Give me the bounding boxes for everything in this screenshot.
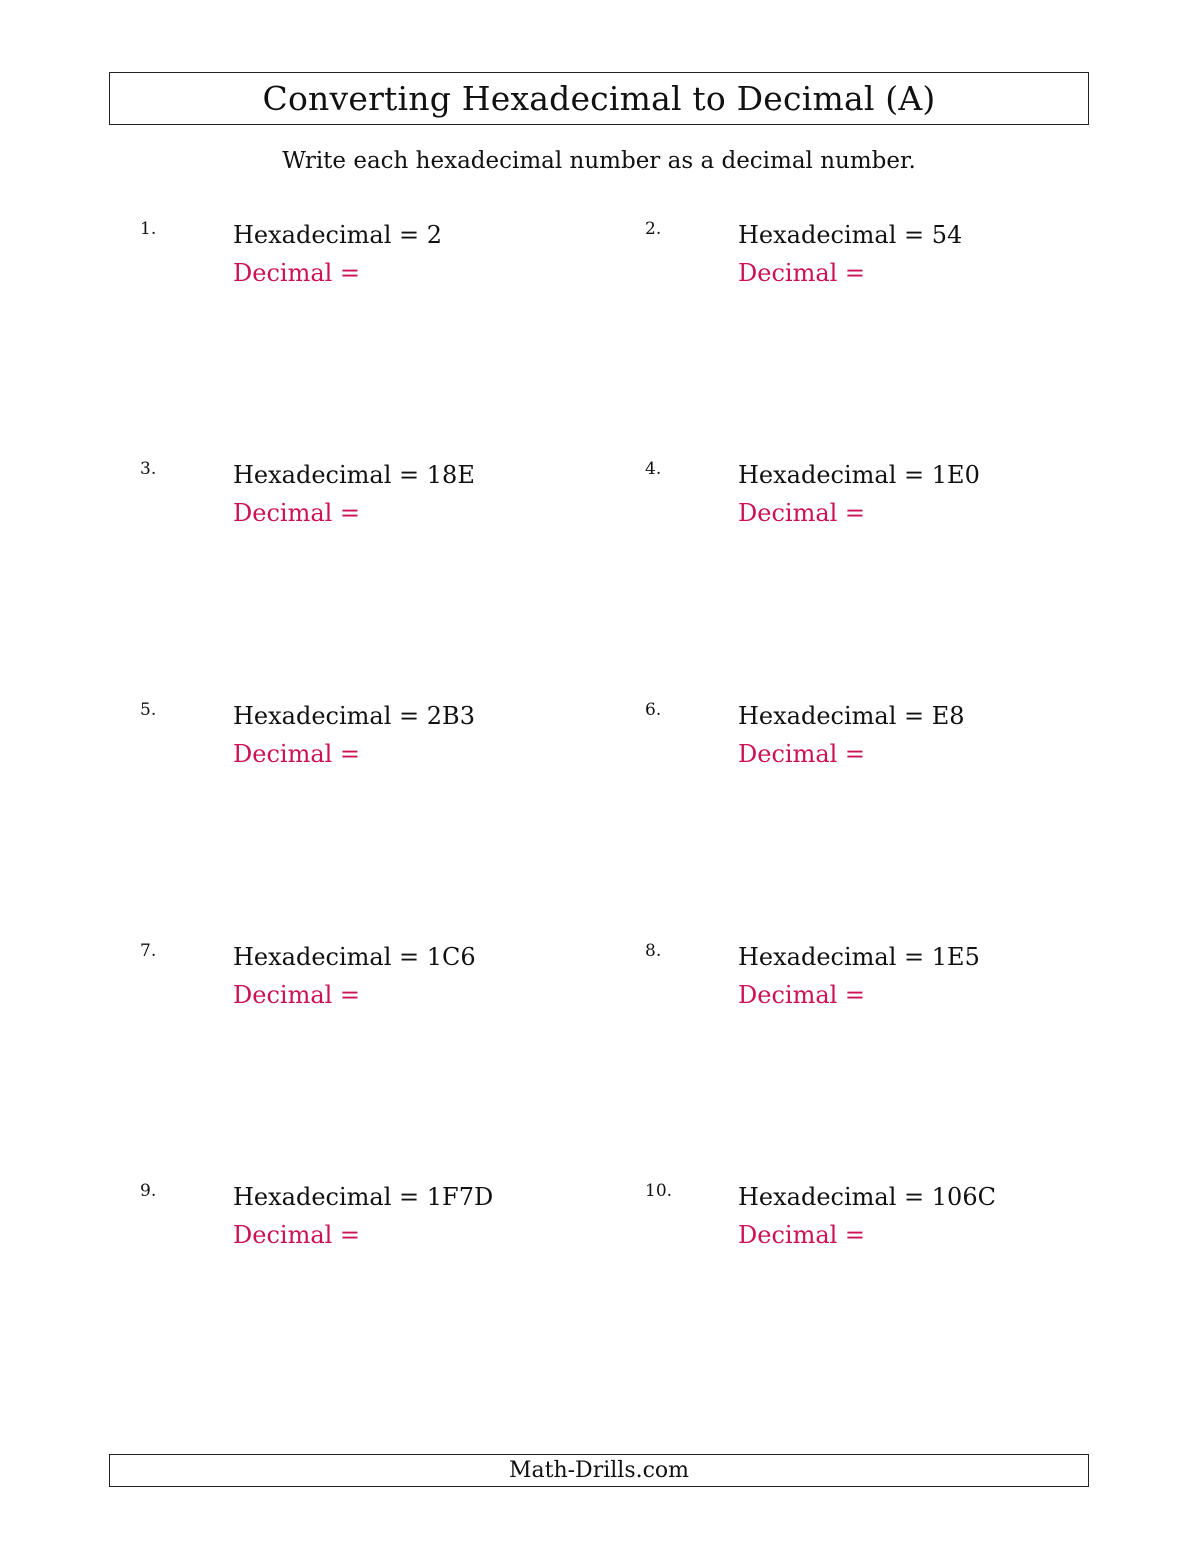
hex-value: 2B3 [426, 702, 475, 730]
decimal-label: Decimal = [738, 259, 866, 287]
problem-number: 1. [140, 219, 157, 239]
problem-10 [645, 1181, 1085, 1271]
hex-line [233, 1183, 493, 1211]
problem-8 [645, 941, 1085, 1031]
hex-label: Hexadecimal = [233, 461, 427, 489]
decimal-label: Decimal = [233, 740, 361, 768]
hex-line [233, 702, 475, 730]
hex-value: 1F7D [426, 1183, 494, 1211]
title-box [109, 72, 1089, 125]
problem-3 [140, 459, 580, 549]
problem-number: 5. [140, 700, 157, 720]
hex-value: 1E5 [931, 943, 980, 971]
problem-number: 2. [645, 219, 662, 239]
problem-5 [140, 700, 580, 790]
problem-2 [645, 219, 1085, 309]
page-title: Converting Hexadecimal to Decimal (A) [262, 79, 936, 118]
hex-label: Hexadecimal = [233, 1183, 427, 1211]
hex-line [738, 1183, 996, 1211]
hex-line [738, 461, 980, 489]
hex-value: 1E0 [931, 461, 980, 489]
problem-1 [140, 219, 580, 309]
hex-value: 18E [426, 461, 475, 489]
problem-9 [140, 1181, 580, 1271]
hex-label: Hexadecimal = [738, 1183, 932, 1211]
problem-number: 8. [645, 941, 662, 961]
hex-line [233, 221, 442, 249]
decimal-label: Decimal = [233, 259, 361, 287]
hex-line [233, 943, 476, 971]
hex-value: 106C [931, 1183, 996, 1211]
problem-number: 4. [645, 459, 662, 479]
hex-label: Hexadecimal = [738, 461, 932, 489]
hex-label: Hexadecimal = [738, 943, 932, 971]
hex-label: Hexadecimal = [233, 943, 427, 971]
hex-line [233, 461, 475, 489]
footer-credit: Math-Drills.com [508, 1458, 690, 1483]
hex-line [738, 221, 962, 249]
decimal-label: Decimal = [738, 981, 866, 1009]
problem-number: 7. [140, 941, 157, 961]
problem-number: 10. [645, 1181, 673, 1201]
problem-number: 3. [140, 459, 157, 479]
problem-number: 9. [140, 1181, 157, 1201]
hex-label: Hexadecimal = [233, 221, 427, 249]
decimal-label: Decimal = [738, 740, 866, 768]
problem-6 [645, 700, 1085, 790]
hex-label: Hexadecimal = [738, 702, 932, 730]
hex-label: Hexadecimal = [738, 221, 932, 249]
problem-7 [140, 941, 580, 1031]
hex-value: 54 [931, 221, 963, 249]
decimal-label: Decimal = [233, 1221, 361, 1249]
footer-box [109, 1454, 1089, 1487]
problem-4 [645, 459, 1085, 549]
decimal-label: Decimal = [233, 981, 361, 1009]
problem-number: 6. [645, 700, 662, 720]
decimal-label: Decimal = [233, 499, 361, 527]
hex-label: Hexadecimal = [233, 702, 427, 730]
hex-line [738, 943, 980, 971]
hex-value: 2 [426, 221, 443, 249]
hex-value: 1C6 [426, 943, 476, 971]
decimal-label: Decimal = [738, 1221, 866, 1249]
hex-value: E8 [931, 702, 965, 730]
decimal-label: Decimal = [738, 499, 866, 527]
instructions: Write each hexadecimal number as a decimal number. [282, 148, 916, 174]
hex-line [738, 702, 965, 730]
